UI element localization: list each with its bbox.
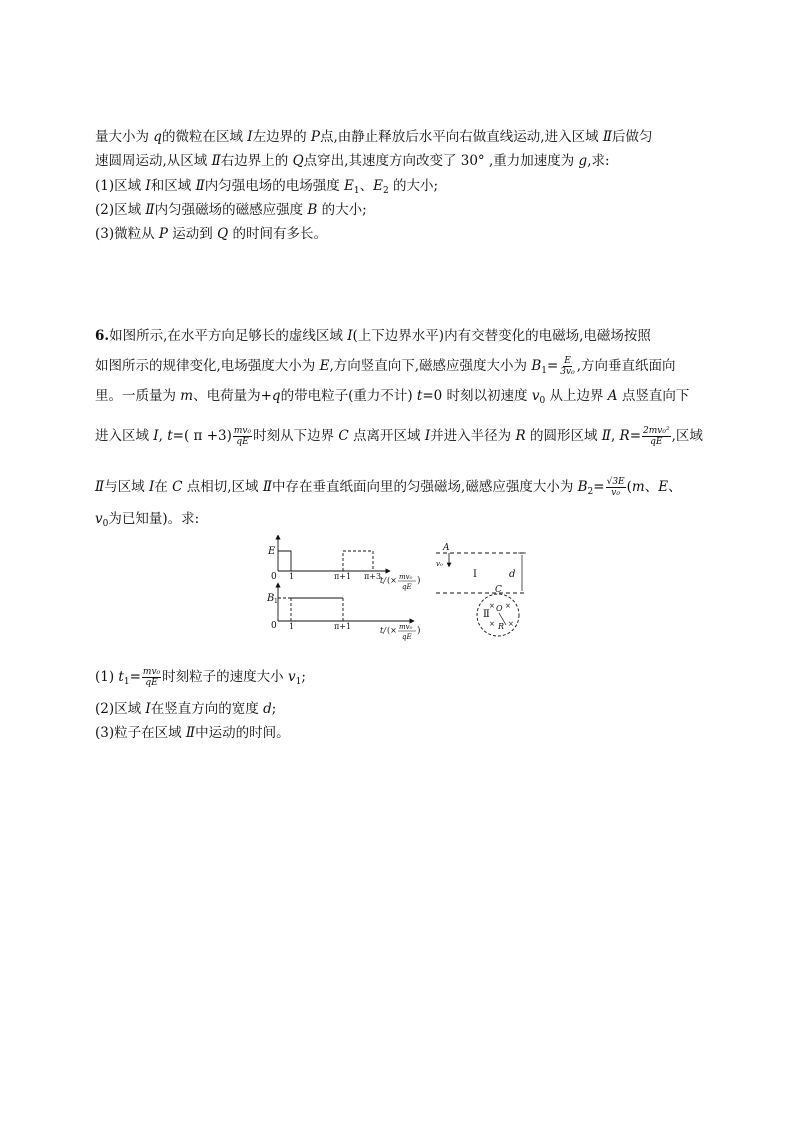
svg-text:): ) [417, 626, 421, 636]
problem6-question-3: (3)粒子在区域 Ⅱ中运动的时间。 [95, 725, 290, 741]
problem6-line-2: 如图所示的规律变化,电场强度大小为 E,方向竖直向下,磁感应强度大小为 $B_1=$ $\frac{E}{\text{3v₀}}$ ,方向垂直纸面向 [95, 356, 676, 377]
prev-line-1: 量大小为 q的微粒在区域 Ⅰ左边界的 P点,由静止释放后水平向右做直线运动,进入区域 Ⅱ后做匀 [95, 129, 653, 145]
problem6-line-1: 6.如图所示,在水平方向足够长的虚线区域 Ⅰ(上下边界水平)内有交替变化的电磁场,电磁场按照 [95, 328, 651, 344]
svg-text:): ) [417, 576, 421, 586]
cross-mark: × [505, 602, 511, 610]
b-t-graph [266, 585, 421, 641]
label-r: R [498, 622, 505, 631]
label-d: d [509, 569, 516, 580]
problem6-line-6: $v_0$为已知量)。求: [95, 511, 200, 529]
cross-mark: × [489, 602, 495, 610]
fraction: $\frac{\text{2mv₀²}}{qE}$ [643, 426, 670, 447]
problem6-question-1: (1) $t_1=$ $\frac{\text{mv₀}}{qE}$ 时刻粒子的速度大小 $v_1$; [95, 667, 306, 688]
svg-text:0: 0 [271, 621, 277, 631]
problem6-question-2: (2)区域 Ⅰ在竖直方向的宽度 d; [95, 701, 277, 717]
tick-1: 1 [289, 572, 295, 581]
region-diagram [436, 543, 526, 636]
prev-question-2: (2)区域 Ⅱ内匀强磁场的磁感应强度 B 的大小; [95, 202, 367, 218]
svg-text:(×: (× [387, 626, 397, 635]
svg-text:qE: qE [402, 633, 412, 641]
problem6-figure [260, 535, 550, 647]
label-region-1: Ⅰ [473, 569, 477, 580]
label-c: C [495, 585, 502, 595]
label-v0: v₀ [436, 560, 443, 568]
label-o: O [496, 604, 503, 613]
e-axis-label: E [268, 546, 276, 557]
prev-line-2: 速圆周运动,从区域 Ⅱ右边界上的 Q点穿出,其速度方向改变了 30° ,重力加速度为 g,求: [95, 153, 610, 169]
tick-pi-plus-3: π+3 [364, 572, 382, 581]
e-t-graph [267, 537, 421, 591]
cross-mark: × [489, 620, 495, 628]
svg-text:qE: qE [402, 583, 412, 591]
svg-text:1: 1 [274, 598, 278, 605]
fraction: $\frac{\text{mv₀}}{qE}$ [142, 667, 161, 688]
svg-text:mv₀: mv₀ [399, 573, 413, 581]
label-region-2: Ⅱ [483, 609, 490, 620]
problem6-line-3: 里。一质量为 m、电荷量为+q的带电粒子(重力不计) t=0 时刻以初速度 $v_0$ 从上边界 A 点竖直向下 [95, 388, 690, 406]
tick-pi-plus-1: π+1 [334, 572, 352, 581]
label-a: A [443, 543, 450, 553]
prev-question-3: (3)微粒从 P 运动到 Q 的时间有多长。 [95, 226, 327, 242]
fraction: $\frac{E}{\text{3v₀}}$ [560, 356, 575, 377]
b-axis-label: B [267, 593, 275, 604]
svg-text:(×: (× [387, 576, 397, 585]
fraction: $\frac{\text{mv₀}}{qE}$ [233, 426, 252, 447]
origin-label: 0 [271, 572, 277, 582]
svg-text:π+1: π+1 [334, 622, 352, 631]
problem-number: 6. [95, 328, 110, 344]
cross-mark: × [508, 620, 514, 628]
svg-text:mv₀: mv₀ [399, 623, 413, 631]
svg-text:t/: t/ [380, 626, 386, 635]
problem6-line-5: Ⅱ与区域 Ⅰ在 C 点相切,区域 Ⅱ中存在垂直纸面向里的匀强磁场,磁感应强度大小为 $B_2=$ $\frac{√3E}{\text{v₀}}$ (m、E、 [95, 477, 682, 498]
problem6-line-4: 进入区域 Ⅰ, t=( π +3) $\frac{\text{mv₀}}{qE}$ 时刻从下边界 C 点离开区域 Ⅰ并进入半径为 R 的圆形区域 Ⅱ, R= $\frac{\text{2mv₀²}}{qE}$ ,区域 [95, 426, 703, 447]
fraction: $\frac{√3E}{\text{v₀}}$ [606, 477, 625, 498]
svg-text:t/: t/ [380, 576, 386, 585]
svg-text:1: 1 [289, 622, 295, 631]
prev-question-1: (1)区域 Ⅰ和区域 Ⅱ内匀强电场的电场强度 $E_1$、$E_2$ 的大小; [95, 178, 439, 196]
